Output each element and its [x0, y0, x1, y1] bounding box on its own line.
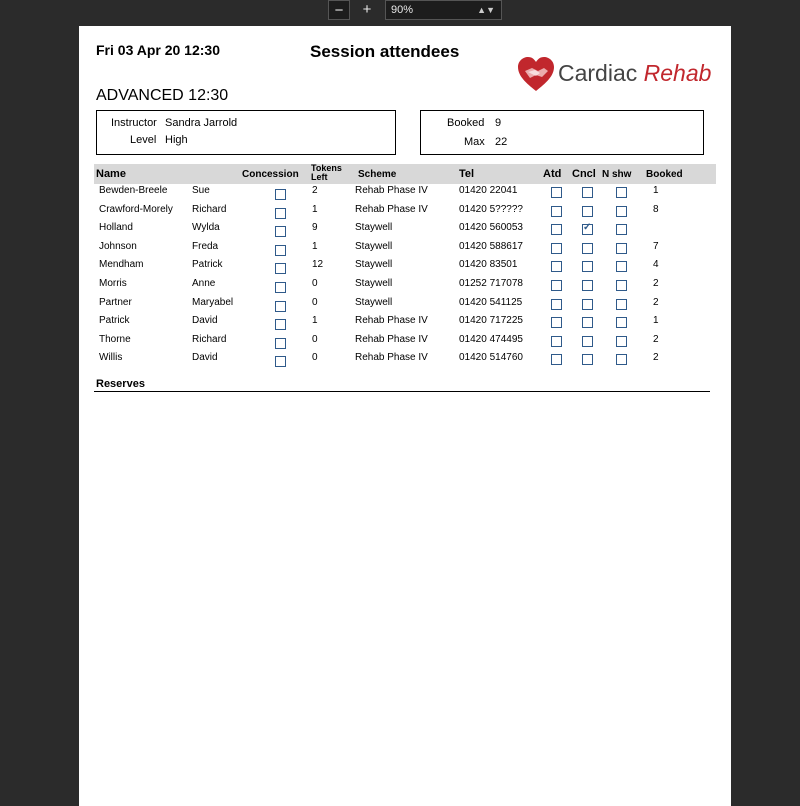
- tel-cell: 01420 83501: [459, 259, 518, 271]
- col-tokens-line1: Tokens: [311, 163, 342, 173]
- zoom-select[interactable]: [385, 0, 502, 20]
- max-label: Max: [464, 136, 485, 148]
- attended-checkbox[interactable]: [551, 336, 562, 347]
- cancelled-checkbox[interactable]: [582, 336, 593, 347]
- surname-cell: Partner: [99, 296, 132, 308]
- col-cncl: Cncl: [572, 168, 596, 180]
- instructor-box: [96, 110, 396, 155]
- surname-cell: Bewden-Breele: [99, 185, 168, 196]
- attended-checkbox[interactable]: [551, 243, 562, 254]
- concession-checkbox[interactable]: [275, 263, 286, 274]
- attended-checkbox[interactable]: [551, 299, 562, 310]
- cancelled-checkbox[interactable]: [582, 261, 593, 272]
- surname-cell: Mendham: [99, 259, 144, 271]
- booked-cell: 1: [653, 315, 659, 327]
- col-scheme: Scheme: [358, 169, 397, 180]
- cancelled-checkbox[interactable]: [582, 354, 593, 365]
- concession-checkbox[interactable]: [275, 282, 286, 293]
- tokens-cell: 9: [312, 222, 318, 234]
- table-row: [79, 352, 731, 371]
- tel-cell: 01252 717078: [459, 278, 523, 289]
- tokens-cell: 0: [312, 333, 318, 345]
- viewer-toolbar: [0, 0, 800, 22]
- level-value: High: [165, 134, 188, 146]
- col-tokens: [311, 164, 342, 182]
- first-name-cell: David: [192, 315, 218, 327]
- attended-checkbox[interactable]: [551, 261, 562, 272]
- booking-box: [420, 110, 704, 155]
- concession-checkbox[interactable]: [275, 338, 286, 349]
- surname-cell: Thorne: [99, 333, 131, 345]
- first-name-cell: Patrick: [192, 259, 223, 271]
- reserves-divider: [94, 391, 710, 392]
- tel-cell: 01420 717225: [459, 315, 523, 327]
- col-booked: Booked: [646, 169, 683, 180]
- scheme-cell: Rehab Phase IV: [355, 333, 428, 345]
- concession-checkbox[interactable]: [275, 319, 286, 330]
- first-name-cell: David: [192, 352, 218, 364]
- booked-cell: 4: [653, 259, 659, 271]
- first-name-cell: Maryabel: [192, 296, 234, 308]
- tel-cell: 01420 560053: [459, 222, 523, 234]
- scheme-cell: Staywell: [355, 278, 393, 289]
- instructor-label: Instructor: [111, 117, 157, 129]
- concession-checkbox[interactable]: [275, 301, 286, 312]
- table-header: [94, 164, 716, 184]
- table-row: [79, 278, 731, 297]
- level-label: Level: [130, 134, 157, 146]
- surname-cell: Patrick: [99, 315, 130, 327]
- col-atd: Atd: [543, 168, 562, 180]
- first-name-cell: Richard: [192, 333, 227, 345]
- cancelled-checkbox[interactable]: [582, 299, 593, 310]
- surname-cell: Morris: [99, 278, 127, 289]
- first-name-cell: Freda: [192, 240, 219, 252]
- first-name-cell: Wylda: [192, 222, 220, 234]
- concession-checkbox[interactable]: [275, 356, 286, 367]
- tokens-cell: 2: [312, 185, 318, 196]
- no-show-checkbox[interactable]: [616, 187, 627, 198]
- cancelled-checkbox[interactable]: [582, 224, 593, 235]
- booked-cell: 2: [653, 352, 659, 364]
- no-show-checkbox[interactable]: [616, 336, 627, 347]
- no-show-checkbox[interactable]: [616, 354, 627, 365]
- booked-cell: 8: [653, 203, 659, 215]
- attended-checkbox[interactable]: [551, 187, 562, 198]
- attended-checkbox[interactable]: [551, 317, 562, 328]
- table-row: [79, 259, 731, 278]
- cardiac-rehab-logo: [516, 54, 716, 96]
- zoom-in-button[interactable]: +: [362, 1, 372, 18]
- scheme-cell: Staywell: [355, 222, 393, 234]
- attended-checkbox[interactable]: [551, 280, 562, 291]
- surname-cell: Holland: [99, 222, 133, 234]
- cancelled-checkbox[interactable]: [582, 206, 593, 217]
- booked-cell: 2: [653, 278, 659, 289]
- table-row: [79, 297, 731, 316]
- no-show-checkbox[interactable]: [616, 280, 627, 291]
- no-show-checkbox[interactable]: [616, 243, 627, 254]
- session-name: ADVANCED 12:30: [96, 87, 229, 104]
- col-name: Name: [96, 168, 126, 180]
- max-value: 22: [495, 136, 508, 148]
- tel-cell: 01420 588617: [459, 240, 523, 252]
- scheme-cell: Rehab Phase IV: [355, 185, 428, 196]
- tel-cell: 01420 541125: [459, 296, 523, 308]
- booked-cell: 7: [653, 240, 659, 252]
- logo-text-cardiac: Cardiac: [558, 60, 638, 86]
- scheme-cell: Rehab Phase IV: [355, 352, 428, 364]
- logo-wordmark: [558, 60, 711, 87]
- col-nshw: N shw: [602, 169, 632, 180]
- cancelled-checkbox[interactable]: [582, 243, 593, 254]
- table-row: [79, 334, 731, 353]
- page-title: Session attendees: [310, 42, 460, 61]
- col-concession: Concession: [242, 169, 299, 180]
- booked-value: 9: [495, 117, 502, 129]
- cancelled-checkbox[interactable]: [582, 280, 593, 291]
- col-tel: Tel: [459, 168, 475, 180]
- zoom-value: 90%: [391, 4, 414, 16]
- booked-cell: 1: [653, 185, 659, 196]
- no-show-checkbox[interactable]: [616, 206, 627, 217]
- table-row: [79, 222, 731, 241]
- cancelled-checkbox[interactable]: [582, 317, 593, 328]
- booked-cell: 2: [653, 333, 659, 345]
- scheme-cell: Rehab Phase IV: [355, 315, 428, 327]
- tokens-cell: 0: [312, 296, 318, 308]
- tel-cell: 01420 5?????: [459, 203, 523, 215]
- tokens-cell: 1: [312, 203, 318, 215]
- no-show-checkbox[interactable]: [616, 299, 627, 310]
- first-name-cell: Anne: [192, 278, 216, 289]
- scheme-cell: Staywell: [355, 296, 393, 308]
- scheme-cell: Rehab Phase IV: [355, 203, 428, 215]
- reserves-heading: Reserves: [96, 378, 145, 390]
- concession-checkbox[interactable]: [275, 208, 286, 219]
- first-name-cell: Sue: [192, 185, 210, 196]
- table-row: [79, 185, 731, 204]
- col-tokens-line2: Left: [311, 172, 328, 182]
- no-show-checkbox[interactable]: [616, 317, 627, 328]
- attended-checkbox[interactable]: [551, 206, 562, 217]
- attended-checkbox[interactable]: [551, 354, 562, 365]
- tel-cell: 01420 474495: [459, 333, 523, 345]
- heart-hands-icon: [516, 54, 556, 94]
- zoom-out-button[interactable]: −: [328, 0, 350, 20]
- table-row: [79, 204, 731, 223]
- cancelled-checkbox[interactable]: [582, 187, 593, 198]
- concession-checkbox[interactable]: [275, 226, 286, 237]
- attended-checkbox[interactable]: [551, 224, 562, 235]
- tokens-cell: 1: [312, 315, 318, 327]
- surname-cell: Crawford-Morely: [99, 203, 173, 215]
- chevron-updown-icon: ▲▼: [477, 5, 495, 15]
- surname-cell: Johnson: [99, 240, 137, 252]
- session-date: Fri 03 Apr 20 12:30: [96, 42, 220, 58]
- instructor-value: Sandra Jarrold: [165, 117, 238, 129]
- scheme-cell: Staywell: [355, 259, 393, 271]
- document-page: [79, 26, 731, 806]
- tokens-cell: 0: [312, 278, 318, 289]
- tel-cell: 01420 514760: [459, 352, 523, 364]
- tel-cell: 01420 22041: [459, 185, 518, 196]
- concession-checkbox[interactable]: [275, 245, 286, 256]
- booked-cell: 2: [653, 296, 659, 308]
- tokens-cell: 0: [312, 352, 318, 364]
- table-row: [79, 241, 731, 260]
- no-show-checkbox[interactable]: [616, 261, 627, 272]
- scheme-cell: Staywell: [355, 240, 393, 252]
- booked-label: Booked: [447, 117, 485, 129]
- tokens-cell: 1: [312, 240, 318, 252]
- no-show-checkbox[interactable]: [616, 224, 627, 235]
- table-row: [79, 315, 731, 334]
- concession-checkbox[interactable]: [275, 189, 286, 200]
- logo-text-rehab: Rehab: [643, 60, 712, 86]
- first-name-cell: Richard: [192, 203, 227, 215]
- surname-cell: Willis: [99, 352, 123, 364]
- tokens-cell: 12: [312, 259, 324, 271]
